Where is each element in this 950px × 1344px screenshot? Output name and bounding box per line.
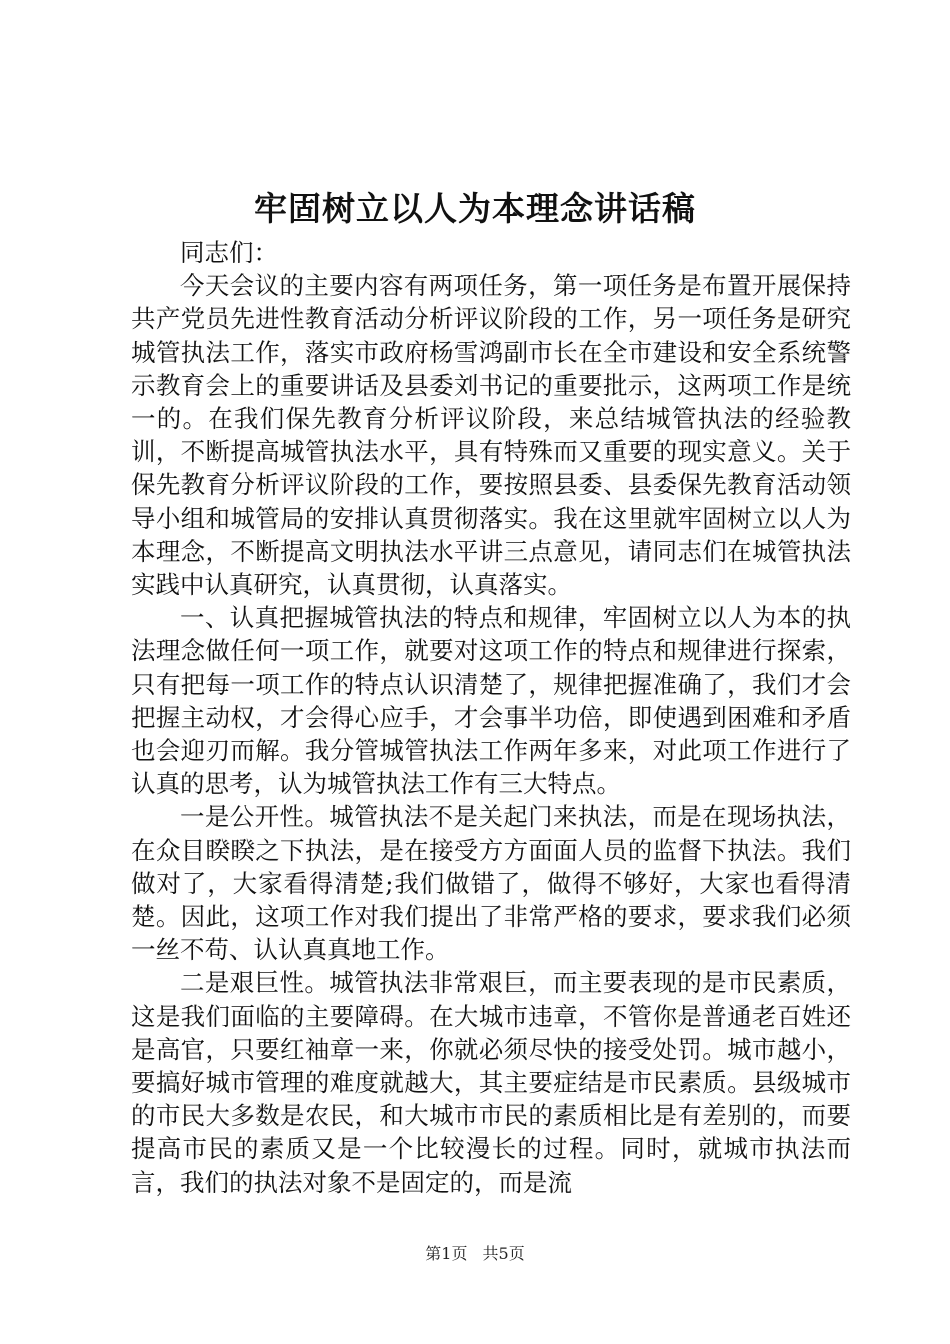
paragraph-section-one: 一、认真把握城管执法的特点和规律，牢固树立以人为本的执法理念做任何一项工作，就要对这项工作的特点和规律进行探索，只有把每一项工作的特点认识清楚了，规律把握准确了，我们才会把握主动权，才会得心应手，才会事半功倍，即使遇到困难和矛盾也会迎刃而解。我分管城管执法工作两年多来，对此项工作进行了认真的思考，认为城管执法工作有三大特点。: [131, 603, 851, 799]
salutation: 同志们：: [180, 238, 278, 267]
paragraph-openness: 一是公开性。城管执法不是关起门来执法，而是在现场执法，在众目睽睽之下执法，是在接受方方面面人员的监督下执法。我们做对了，大家看得清楚;我们做错了，做得不够好，大家也看得清楚。因此，这项工作对我们提出了非常严格的要求，要求我们必须一丝不苟、认认真真地工作。: [131, 802, 851, 965]
page-footer: [0, 1243, 950, 1265]
paragraph-difficulty: 二是艰巨性。城管执法非常艰巨，而主要表现的是市民素质，这是我们面临的主要障碍。在大城市违章，不管你是普通老百姓还是高官，只要红袖章一来，你就必须尽快的接受处罚。城市越小，要搞好城市管理的难度就越大，其主要症结是市民素质。县级城市的市民大多数是农民，和大城市市民的素质相比是有差别的，而要提高市民的素质又是一个比较漫长的过程。同时，就城市执法而言，我们的执法对象不是固定的，而是流: [131, 968, 851, 1197]
page-number: 第1页: [425, 1244, 468, 1263]
paragraph-intro: 今天会议的主要内容有两项任务，第一项任务是布置开展保持共产党员先进性教育活动分析评议阶段的工作，另一项任务是研究城管执法工作，落实市政府杨雪鸿副市长在全市建设和安全系统警示教育会上的重要讲话及县委刘书记的重要批示，这两项工作是统一的。在我们保先教育分析评议阶段，来总结城管执法的经验教训，不断提高城管执法水平，具有特殊而又重要的现实意义。关于保先教育分析评议阶段的工作，要按照县委、县委保先教育活动领导小组和城管局的安排认真贯彻落实。我在这里就牢固树立以人为本理念，不断提高文明执法水平讲三点意见，请同志们在城管执法实践中认真研究，认真贯彻，认真落实。: [131, 271, 851, 600]
document-title: 牢固树立以人为本理念讲话稿: [254, 189, 696, 228]
page-total: 共5页: [482, 1244, 525, 1263]
document-body: [131, 236, 851, 1199]
